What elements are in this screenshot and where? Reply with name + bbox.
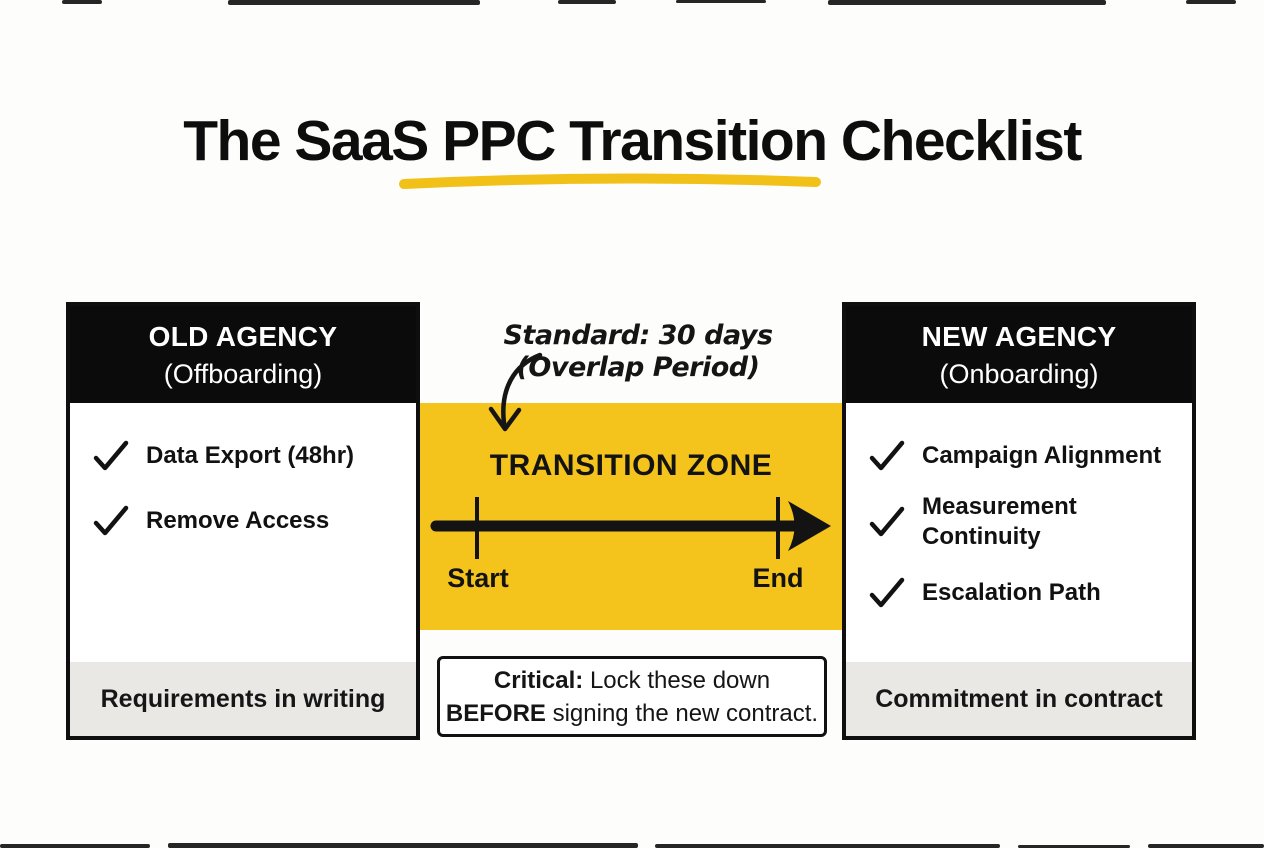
check-icon <box>868 505 906 539</box>
critical-note-text2: signing the new contract. <box>545 699 819 727</box>
old-agency-header <box>70 306 416 403</box>
old-agency-footer-label: Requirements in writing <box>100 684 386 713</box>
overlap-annotation-line1: Standard: 30 days <box>503 320 773 351</box>
edge-artifact <box>168 843 638 848</box>
new-agency-panel <box>842 302 1196 740</box>
checklist-item <box>868 576 1168 610</box>
critical-note-text1: Lock these down <box>583 666 771 694</box>
new-agency-footer <box>846 662 1192 736</box>
edge-artifact <box>228 0 480 5</box>
arrow-right-icon <box>420 491 842 571</box>
checklist-item <box>868 439 1168 473</box>
new-agency-title: NEW AGENCY <box>921 321 1117 352</box>
check-icon <box>868 439 906 473</box>
new-agency-subtitle: (Onboarding) <box>939 359 1099 389</box>
edge-artifact <box>676 0 766 3</box>
edge-artifact <box>828 0 1106 5</box>
critical-note-line2 <box>446 697 818 730</box>
critical-note-line1 <box>494 664 770 697</box>
curved-arrow-down-icon <box>482 349 552 441</box>
checklist-item <box>92 504 392 538</box>
timeline-end-label: End <box>752 563 804 593</box>
timeline-start-label: Start <box>447 563 509 593</box>
page-title: The SaaS PPC Transition Checklist <box>183 109 1081 173</box>
critical-note-bold2: BEFORE <box>445 699 546 727</box>
old-agency-panel <box>66 302 420 740</box>
underline-swoosh-icon <box>395 170 825 192</box>
transition-zone-title: TRANSITION ZONE <box>489 449 773 482</box>
edge-artifact <box>0 844 150 848</box>
checklist-item <box>868 492 1168 552</box>
check-icon <box>92 504 130 538</box>
checklist-item-label: Data Export (48hr) <box>146 442 355 469</box>
edge-artifact <box>558 0 616 4</box>
overlap-annotation-line2: (Overlap Period) <box>516 352 760 383</box>
checklist-item-label: Escalation Path <box>922 579 1101 606</box>
checklist-item-label: Measurement Continuity <box>922 493 1077 550</box>
new-agency-footer-label: Commitment in contract <box>875 684 1163 713</box>
edge-artifact <box>655 844 1000 848</box>
edge-artifact <box>1186 0 1236 4</box>
old-agency-title: OLD AGENCY <box>148 321 338 352</box>
edge-artifact <box>62 0 102 4</box>
new-agency-header <box>846 306 1192 403</box>
checklist-item-label: Remove Access <box>146 507 330 534</box>
old-agency-subtitle: (Offboarding) <box>163 359 323 389</box>
critical-note-bold1: Critical: <box>493 666 584 694</box>
critical-note <box>437 656 827 737</box>
old-agency-footer <box>70 662 416 736</box>
check-icon <box>868 576 906 610</box>
edge-artifact <box>1148 844 1264 848</box>
checklist-item <box>92 439 392 473</box>
check-icon <box>92 439 130 473</box>
checklist-item-label: Campaign Alignment <box>922 442 1162 469</box>
